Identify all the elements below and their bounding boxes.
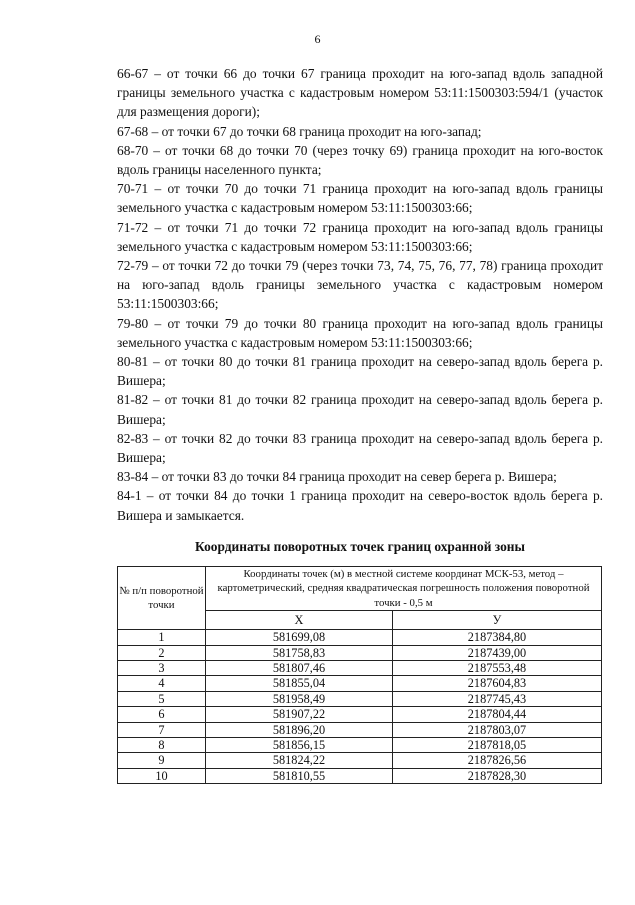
header-point-number: № п/п поворотной точки bbox=[118, 567, 206, 630]
paragraph: 70-71 – от точки 70 до точки 71 граница проходит на юго-запад вдоль границы земельного участка с кадастровым номером 53:11:1500303:66; bbox=[117, 181, 603, 216]
paragraph: 82-83 – от точки 82 до точки 83 граница проходит на северо-запад вдоль берега р. Вишера; bbox=[117, 430, 603, 466]
coord-y: 2187745,43 bbox=[393, 691, 602, 706]
coord-x: 581758,83 bbox=[206, 645, 393, 660]
header-coordinates-description: Координаты точек (м) в местной системе координат МСК-53, метод – картометрический, средняя квадратическая погрешность положения поворотной точки - 0,5 м bbox=[206, 567, 602, 611]
paragraph: 83-84 – от точки 83 до точки 84 граница проходит на север берега р. Вишера; bbox=[117, 469, 557, 485]
point-number: 4 bbox=[118, 676, 206, 691]
coord-y: 2187553,48 bbox=[393, 661, 602, 676]
section-title: Координаты поворотных точек границ охранной зоны bbox=[195, 539, 525, 554]
coord-y: 2187803,07 bbox=[393, 722, 602, 737]
paragraph: 80-81 – от точки 80 до точки 81 граница проходит на северо-запад вдоль берега р. Вишера; bbox=[117, 354, 603, 389]
coord-x: 581699,08 bbox=[206, 630, 393, 645]
point-number: 10 bbox=[118, 768, 206, 783]
point-number: 9 bbox=[118, 753, 206, 768]
coord-y: 2187818,05 bbox=[393, 738, 602, 753]
paragraph: 68-70 – от точки 68 до точки 70 (через точку 69) граница проходит на юго-восток вдоль границы населенного пункта; bbox=[117, 142, 603, 178]
body-text bbox=[117, 64, 603, 525]
coord-x: 581907,22 bbox=[206, 707, 393, 722]
table-row bbox=[118, 722, 602, 737]
coordinates-table bbox=[117, 566, 602, 784]
table-row bbox=[118, 630, 602, 645]
coord-x: 581807,46 bbox=[206, 661, 393, 676]
coord-x: 581958,49 bbox=[206, 691, 393, 706]
table-row bbox=[118, 645, 602, 660]
paragraph: 67-68 – от точки 67 до точки 68 граница проходит на юго-запад; bbox=[117, 123, 482, 139]
table-row bbox=[118, 691, 602, 706]
point-number: 8 bbox=[118, 738, 206, 753]
paragraph: 84-1 – от точки 84 до точки 1 граница проходит на северо-восток вдоль берега р. Вишера и замыкается. bbox=[117, 488, 603, 523]
point-number: 1 bbox=[118, 630, 206, 645]
coord-y: 2187828,30 bbox=[393, 768, 602, 783]
point-number: 2 bbox=[118, 645, 206, 660]
table-header-row bbox=[118, 567, 602, 611]
header-x: X bbox=[206, 611, 393, 630]
point-number: 7 bbox=[118, 722, 206, 737]
table-row bbox=[118, 707, 602, 722]
coord-y: 2187826,56 bbox=[393, 753, 602, 768]
paragraph: 71-72 – от точки 71 до точки 72 граница проходит на юго-запад вдоль границы земельного участка с кадастровым номером 53:11:1500303:66; bbox=[117, 219, 603, 254]
point-number: 5 bbox=[118, 691, 206, 706]
point-number: 6 bbox=[118, 707, 206, 722]
paragraph: 79-80 – от точки 79 до точки 80 граница проходит на юго-запад вдоль границы земельного участка с кадастровым номером 53:11:1500303:66; bbox=[117, 315, 603, 350]
header-y: У bbox=[393, 611, 602, 630]
coord-x: 581856,15 bbox=[206, 738, 393, 753]
table-row bbox=[118, 768, 602, 783]
coord-y: 2187804,44 bbox=[393, 707, 602, 722]
coord-x: 581896,20 bbox=[206, 722, 393, 737]
coord-y: 2187439,00 bbox=[393, 645, 602, 660]
table-row bbox=[118, 661, 602, 676]
coord-y: 2187604,83 bbox=[393, 676, 602, 691]
paragraph: 81-82 – от точки 81 до точки 82 граница проходит на северо-запад вдоль берега р. Вишера; bbox=[117, 392, 603, 427]
paragraph: 72-79 – от точки 72 до точки 79 (через точки 73, 74, 75, 76, 77, 78) граница проходит на юго-запад вдоль границы земельного участка с кадастровым номером 53:11:1500303:66; bbox=[117, 258, 603, 312]
coord-y: 2187384,80 bbox=[393, 630, 602, 645]
page-number: 6 bbox=[314, 32, 321, 46]
table-row bbox=[118, 676, 602, 691]
coord-x: 581824,22 bbox=[206, 753, 393, 768]
point-number: 3 bbox=[118, 661, 206, 676]
table-row bbox=[118, 738, 602, 753]
paragraph: 66-67 – от точки 66 до точки 67 граница проходит на юго-запад вдоль западной границы земельного участка с кадастровым номером 53:11:1500303:594/1 (участок для размещения дороги); bbox=[117, 66, 603, 120]
coord-x: 581855,04 bbox=[206, 676, 393, 691]
table-row bbox=[118, 753, 602, 768]
coord-x: 581810,55 bbox=[206, 768, 393, 783]
